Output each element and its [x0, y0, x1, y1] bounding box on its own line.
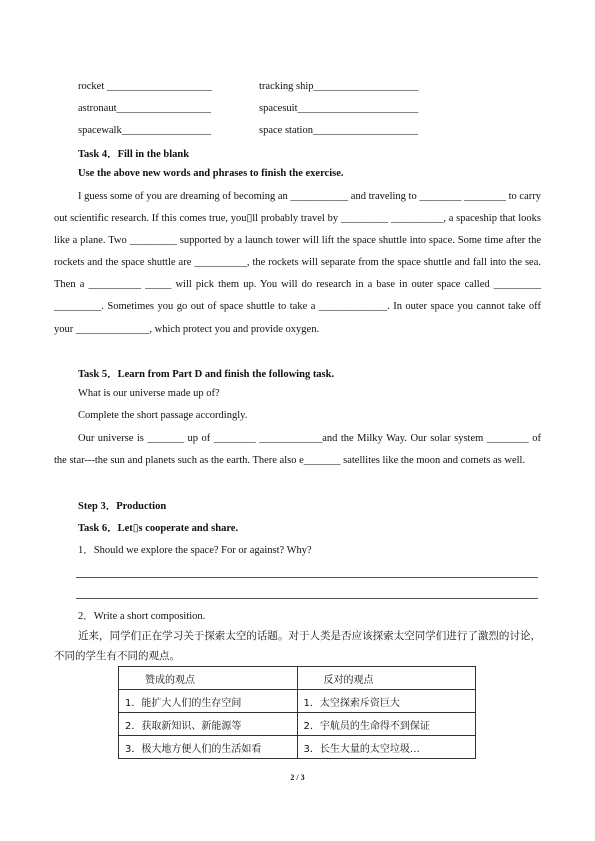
vocab-tracking-ship: tracking ship____________________ [259, 81, 419, 92]
task5-passage: Our universe is _______ up of ________ ____________and the Milky Way. Our solar system ________ of the star---the sun and planets such as the earth. There also e_______ satellites like the moon and comets as well. [54, 433, 541, 467]
vocab-spacewalk: spacewalk_________________ [78, 125, 211, 136]
table-cell: 1．能扩大人们的生存空间 [119, 690, 298, 713]
answer-line-1 [76, 577, 538, 578]
table-row [119, 690, 476, 713]
table-row [119, 713, 476, 736]
page-number: 2 / 3 [290, 773, 305, 782]
task5-instruction: Complete the short passage accordingly. [78, 410, 248, 421]
table-header-for: 赞成的观点 [119, 667, 298, 690]
table-cell: 3．长生大量的太空垃圾… [297, 736, 476, 759]
task4-passage: I guess some of you are dreaming of becoming an ___________ and traveling to ________ ________ to carry out scientific research. If this comes true, you▯ll probably travel by _________ __________, a spaceship that looks like a plane. Two _________ supported by a launch tower will lift the space shuttle into space. Some time after the rockets and the space shuttle are __________, the rockets will separate from the space shuttle and fall into the sea. Then a __________ _____ will pick them up. You will do research in a base in outer space called _________ _________. Sometimes you go out of space shuttle to take a _____________. In outer space you cannot take off your ______________, which protect you and provide oxygen. [54, 191, 541, 335]
task6-heading: Task 6．Let▯s cooperate and share. [78, 523, 239, 534]
table-row [119, 736, 476, 759]
task6-question-2: 2．Write a short composition. [78, 611, 206, 622]
vocab-space-station: space station____________________ [259, 125, 418, 136]
task5-heading: Task 5．Learn from Part D and finish the following task. [78, 369, 335, 380]
table-cell: 2．宇航员的生命得不到保证 [297, 713, 476, 736]
table-cell: 1．太空探索斥资巨大 [297, 690, 476, 713]
task4-heading: Task 4．Fill in the blank [78, 149, 190, 160]
vocab-rocket: rocket ____________________ [78, 81, 212, 92]
composition-intro: 近来，同学们正在学习关于探索太空的话题。对于人类是否应该探索太空同学们进行了激烈的讨论，不同的学生有不同的观点。 [54, 630, 541, 662]
answer-line-2 [76, 598, 538, 599]
step3-heading: Step 3．Production [78, 501, 167, 512]
table-cell: 3．极大地方便人们的生活如看 [119, 736, 298, 759]
opinion-table [118, 666, 476, 759]
task5-question: What is our universe made up of? [78, 388, 220, 399]
table-header-against: 反对的观点 [297, 667, 476, 690]
vocab-astronaut: astronaut__________________ [78, 103, 211, 114]
task4-instruction: Use the above new words and phrases to finish the exercise. [78, 168, 344, 179]
vocab-spacesuit: spacesuit_______________________ [259, 103, 419, 114]
task6-question-1: 1．Should we explore the space? For or against? Why? [78, 545, 312, 556]
table-cell: 2．获取新知识、新能源等 [119, 713, 298, 736]
